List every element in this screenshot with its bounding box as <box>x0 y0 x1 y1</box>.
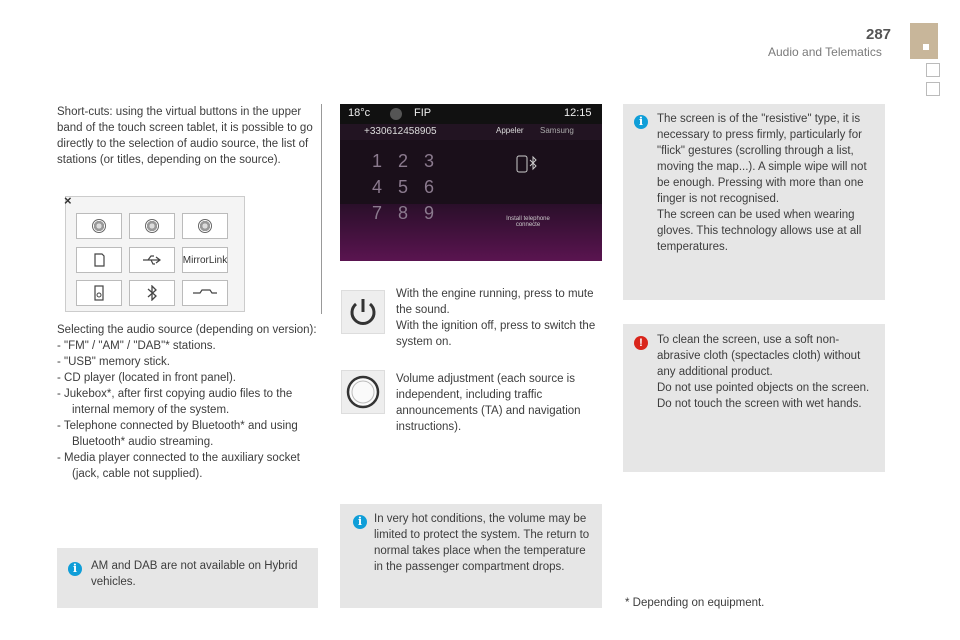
audio-source-intro: Selecting the audio source (depending on version): <box>57 324 317 336</box>
hybrid-note-text: AM and DAB are not available on Hybrid vehicles. <box>91 560 298 588</box>
cleaning-warning-text <box>657 332 879 412</box>
cleaning-para-1: To clean the screen, use a soft non-abrasive cloth (spectacles cloth) without any additional product. <box>657 334 861 378</box>
media-player-button <box>76 280 122 306</box>
cleaning-para-3: Do not touch the screen with wet hands. <box>657 398 862 410</box>
list-item: - Media player connected to the auxiliary socket (jack, cable not supplied). <box>57 452 300 480</box>
volume-instructions: Volume adjustment (each source is independent, including traffic announcements (TA) and navigation instructions). <box>396 373 581 433</box>
aux-jack-button <box>182 280 228 306</box>
warning-icon: ! <box>634 336 648 350</box>
key-6: 6 <box>423 177 434 197</box>
knob-icon <box>92 219 106 233</box>
info-icon: i <box>68 562 82 576</box>
power-icon <box>342 291 384 333</box>
chapter-tab-marker <box>923 44 929 50</box>
key-3: 3 <box>423 151 434 171</box>
sd-card-icon <box>91 252 107 268</box>
key-9: 9 <box>423 203 434 223</box>
knob-icon <box>145 219 159 233</box>
phone-number: +330612458905 <box>364 126 437 137</box>
audio-source-list <box>57 338 319 482</box>
clock: 12:15 <box>564 107 592 119</box>
volume-knob-icon <box>342 371 384 413</box>
key-1: 1 <box>371 151 382 171</box>
knob-icon <box>198 219 212 233</box>
connect-hint-line2: connecte <box>515 222 541 228</box>
touchscreen-photo <box>340 104 602 261</box>
jack-icon <box>192 288 218 298</box>
key-8: 8 <box>397 203 408 223</box>
key-2: 2 <box>397 151 408 171</box>
column-divider <box>321 104 322 314</box>
info-icon: i <box>634 115 648 129</box>
connect-hint-line1: Install telephone <box>506 216 550 222</box>
mirrorlink-button <box>182 247 228 273</box>
chapter-tab <box>910 23 938 59</box>
close-icon: × <box>64 193 72 208</box>
cleaning-para-2: Do not use pointed objects on the screen. <box>657 382 870 394</box>
cleaning-warning <box>623 324 885 472</box>
radio-preset-3-button <box>182 213 228 239</box>
power-line-1: With the engine running, press to mute the sound. <box>396 288 594 316</box>
hot-conditions-note <box>340 504 602 608</box>
power-knob-illustration <box>341 290 385 334</box>
resistive-note <box>623 104 885 300</box>
shortcuts-paragraph: Short-cuts: using the virtual buttons in the upper band of the touch screen tablet, it is possible to go directly to the selection of audio source, the list of stations (or titles, depending on the source). <box>57 106 313 166</box>
device-label: Samsung <box>540 126 574 135</box>
radio-preset-1-button <box>76 213 122 239</box>
usb-icon <box>142 254 162 266</box>
connect-hint <box>498 216 558 228</box>
audio-source-section <box>57 322 319 482</box>
mirrorlink-label: MirrorLink <box>182 254 228 266</box>
dial-keypad <box>364 148 444 226</box>
volume-knob-illustration <box>341 370 385 414</box>
key-7: 7 <box>371 203 382 223</box>
screen-call-bar <box>340 124 602 140</box>
list-item: - "USB" memory stick. <box>57 356 170 368</box>
radio-preset-2-button <box>129 213 175 239</box>
section-title: Audio and Telematics <box>768 45 882 59</box>
list-item: - Telephone connected by Bluetooth* and using Bluetooth* audio streaming. <box>57 420 298 448</box>
resistive-para-2: The screen can be used when wearing gloves. This technology allows use at all temperatures. <box>657 209 862 253</box>
key-5: 5 <box>397 177 408 197</box>
chapter-box-1 <box>926 63 940 77</box>
footnote: * Depending on equipment. <box>625 597 765 609</box>
info-icon: i <box>353 515 367 529</box>
media-player-icon <box>93 285 105 301</box>
sd-card-button <box>76 247 122 273</box>
power-instructions <box>396 286 606 350</box>
bluetooth-icon <box>146 285 158 301</box>
power-line-2: With the ignition off, press to switch the system on. <box>396 320 596 348</box>
list-item: - CD player (located in front panel). <box>57 372 236 384</box>
list-item: - "FM" / "AM" / "DAB"* stations. <box>57 340 216 352</box>
temperature-readout: 18°c <box>348 107 371 119</box>
screen-top-bar <box>340 104 602 124</box>
shortcut-buttons-illustration <box>64 193 245 312</box>
resistive-note-text <box>657 111 879 255</box>
usb-button <box>129 247 175 273</box>
list-item: - Jukebox*, after first copying audio files to the internal memory of the system. <box>57 388 293 416</box>
key-4: 4 <box>371 177 382 197</box>
bluetooth-phone-icon <box>516 154 540 174</box>
settings-icon <box>390 108 402 120</box>
call-label: Appeler <box>496 126 524 135</box>
hybrid-note <box>57 548 318 608</box>
resistive-para-1: The screen is of the "resistive" type, it is necessary to press firmly, particularly for "flick" gestures (scrolling through a list, moving the map...). A simple wipe will not be enough. Pressing with more than one finger is not recognised. <box>657 113 867 205</box>
bluetooth-button <box>129 280 175 306</box>
page-number: 287 <box>866 26 892 43</box>
station-name: FIP <box>414 107 432 119</box>
chapter-box-2 <box>926 82 940 96</box>
hot-conditions-text: In very hot conditions, the volume may be limited to protect the system. The return to normal takes place when the temperature in the passenger compartment drops. <box>374 513 590 573</box>
